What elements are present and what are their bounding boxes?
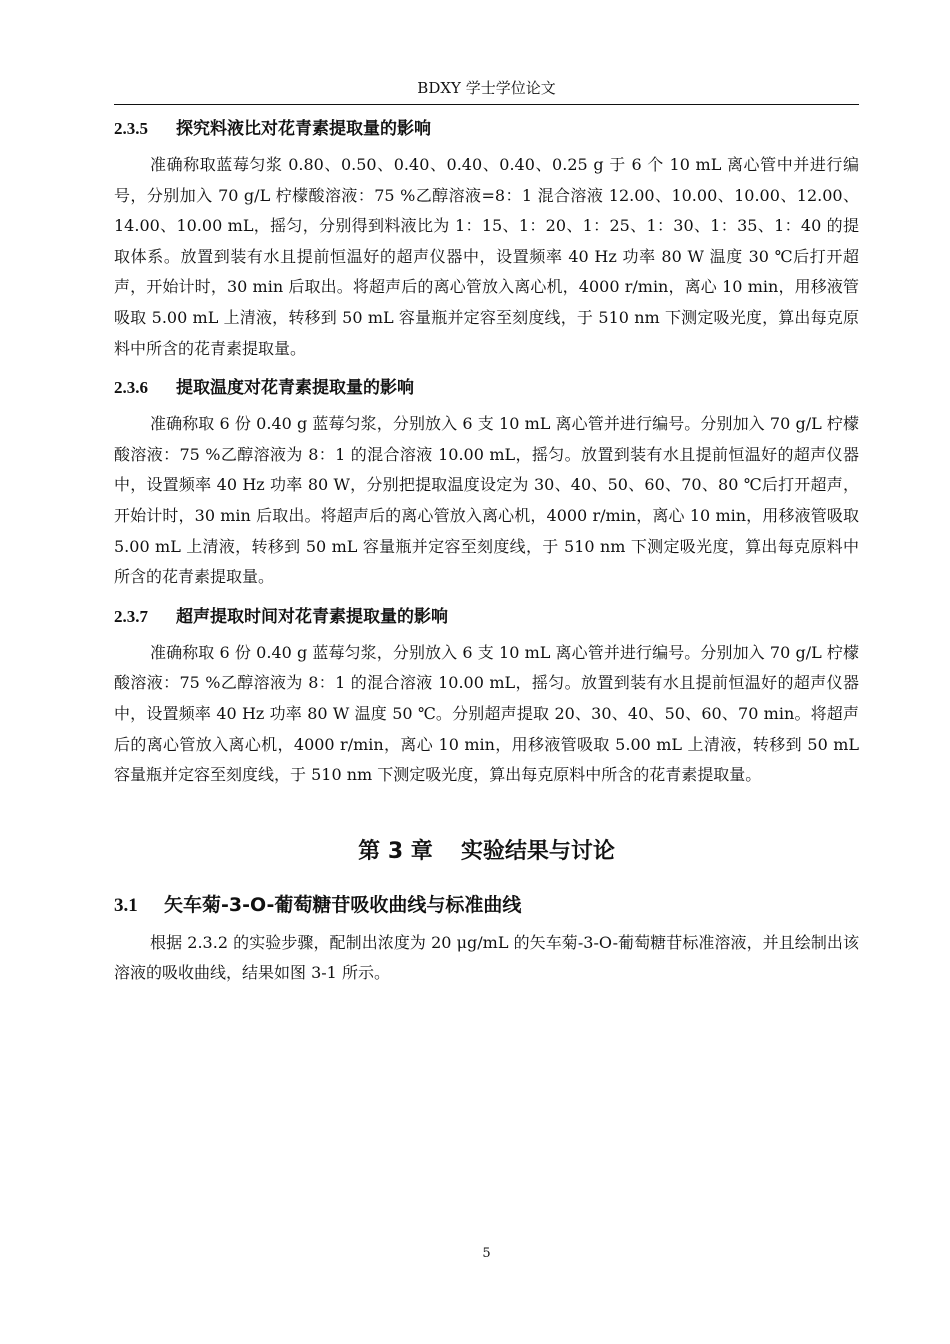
section-title: 矢车菊-3-O-葡萄糖苷吸收曲线与标准曲线 bbox=[164, 893, 522, 916]
section-heading bbox=[114, 889, 859, 922]
running-header: BDXY 学士学位论文 bbox=[417, 79, 556, 97]
section-heading bbox=[114, 602, 859, 632]
section-2-3-5 bbox=[114, 114, 859, 364]
section-paragraph: 根据 2.3.2 的实验步骤，配制出浓度为 20 μg/mL 的矢车菊-3-O-葡萄糖苷标准溶液，并且绘制出该溶液的吸收曲线，结果如图 3-1 所示。 bbox=[114, 932, 859, 983]
section-heading bbox=[114, 373, 859, 403]
section-3-1 bbox=[114, 889, 859, 989]
section-paragraph: 准确称取 6 份 0.40 g 蓝莓匀浆，分别放入 6 支 10 mL 离心管并进行编号。分别加入 70 g/L 柠檬酸溶液：75 %乙醇溶液为 8：1 的混合溶液 10.00 mL，摇匀。放置到装有水且提前恒温好的超声仪器中，设置频率 40 Hz 功率 80 W 温度 50 ℃。分别超声提取 20、30、40、50、60、70 min。将超声后的离心管放入离心机，4000 r/min，离心 10 min，用移液管吸取 5.00 mL 上清液，转移到 50 mL 容量瓶并定容至刻度线，于 510 nm 下测定吸光度，算出每克原料中所含的花青素提取量。 bbox=[114, 642, 859, 785]
section-title: 提取温度对花青素提取量的影响 bbox=[176, 378, 414, 399]
section-2-3-7 bbox=[114, 602, 859, 791]
page-content bbox=[114, 114, 859, 998]
section-title: 探究料液比对花青素提取量的影响 bbox=[176, 119, 431, 139]
section-number: 2.3.5 bbox=[114, 119, 148, 138]
section-number: 2.3.6 bbox=[114, 378, 148, 398]
chapter-title: 实验结果与讨论 bbox=[460, 838, 615, 864]
section-title: 超声提取时间对花青素提取量的影响 bbox=[176, 606, 448, 627]
section-heading bbox=[114, 114, 859, 144]
section-2-3-6 bbox=[114, 373, 859, 593]
page-number: 5 bbox=[482, 1246, 491, 1261]
section-number: 3.1 bbox=[114, 894, 138, 916]
section-paragraph: 准确称取蓝莓匀浆 0.80、0.50、0.40、0.40、0.40、0.25 g 于 6 个 10 mL 离心管中并进行编号，分别加入 70 g/L 柠檬酸溶液：75 %乙醇溶液=8：1 混合溶液 12.00、10.00、10.00、12.00、14.00、10.00 mL，摇匀，分别得到料液比为 1：15、1：20、1：25、1：30、1：35、1：40 的提取体系。放置到装有水且提前恒温好的超声仪器中，设置频率 40 Hz 功率 80 W 温度 30 ℃后打开超声，开始计时，30 min 后取出。将超声后的离心管放入离心机，4000 r/min，离心 10 min，用移液管吸取 5.00 mL 上清液，转移到 50 mL 容量瓶并定容至刻度线，于 510 nm 下测定吸光度，算出每克原料中所含的花青素提取量。 bbox=[114, 155, 859, 358]
header-rule bbox=[114, 104, 859, 105]
chapter-number: 第 3 章 bbox=[358, 838, 433, 864]
section-number: 2.3.7 bbox=[114, 606, 148, 626]
chapter-heading bbox=[114, 835, 859, 869]
section-paragraph: 准确称取 6 份 0.40 g 蓝莓匀浆，分别放入 6 支 10 mL 离心管并进行编号。分别加入 70 g/L 柠檬酸溶液：75 %乙醇溶液为 8：1 的混合溶液 10.00 mL，摇匀。放置到装有水且提前恒温好的超声仪器中，设置频率 40 Hz 功率 80 W，分别把提取温度设定为 30、40、50、60、70、80 ℃后打开超声，开始计时，30 min 后取出。将超声后的离心管放入离心机，4000 r/min，离心 10 min，用移液管吸取 5.00 mL 上清液，转移到 50 mL 容量瓶并定容至刻度线，于 510 nm 下测定吸光度，算出每克原料中所含的花青素提取量。 bbox=[114, 414, 859, 587]
